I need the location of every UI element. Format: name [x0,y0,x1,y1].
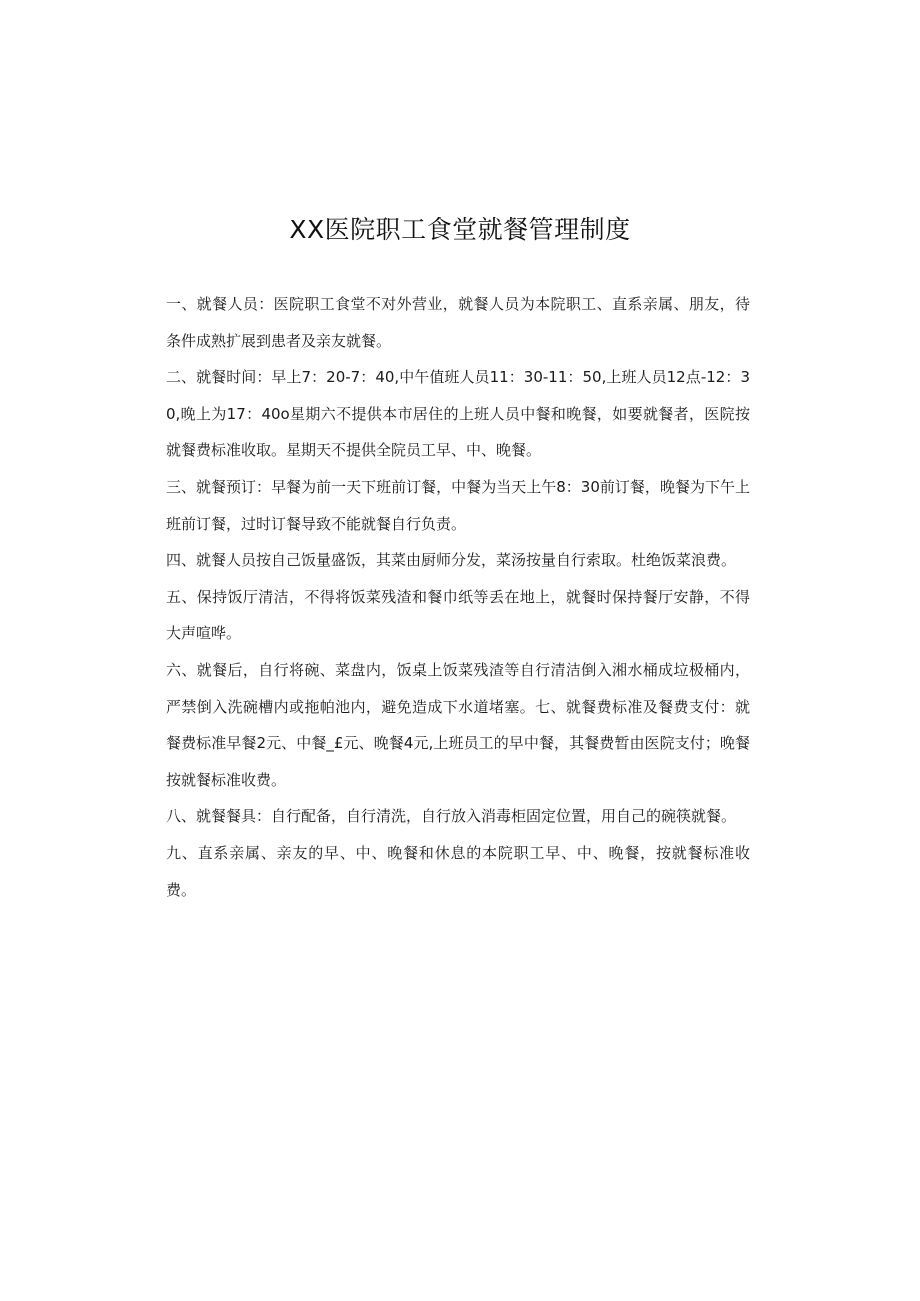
document-title: XX医院职工食堂就餐管理制度 [289,214,631,244]
document-body [166,286,750,908]
section-8-tableware: 八、就餐餐具：自行配备，自行清洗，自行放入消毒柜固定位置，用自己的碗筷就餐。 [166,807,737,826]
section-6-7-cleanup-and-fees: 六、就餐后，自行将碗、菜盘内，饭桌上饭菜残渣等自行清洁倒入湘水桶成垃极桶内，严禁倒入洗碗槽内或拖帕池内，避免造成下水道堵塞。七、就餐费标准及餐费支付：就餐费标准早餐2元、中餐_£元、晚餐4元,上班员工的早中餐，其餐费暂由医院支付；晚餐按就餐标准收费。 [166,660,750,789]
section-9-relatives-charges: 九、直系亲属、亲友的早、中、晚餐和休息的本院职工早、中、晚餐，按就餐标准收费。 [166,843,750,899]
section-4-food-portions: 四、就餐人员按自己饭量盛饭，其菜由厨师分发，菜汤按量自行索取。杜绝饭菜浪费。 [166,551,737,570]
section-2-dining-time: 二、就餐时间：早上7：20-7：40,中午值班人员11：30-11：50,上班人员12点-12：30,晚上为17：40o星期六不提供本市居住的上班人员中餐和晚餐，如要就餐者，医院按就餐费标准收取。星期天不提供全院员工早、中、晚餐。 [166,368,750,460]
section-3-meal-reservation: 三、就餐预订：早餐为前一天下班前订餐，中餐为当天上午8：30前订餐，晚餐为下午上班前订餐，过时订餐导致不能就餐自行负责。 [166,477,750,533]
section-5-hall-cleanliness: 五、保持饭厅清洁，不得将饭菜残渣和餐巾纸等丢在地上，就餐时保持餐厅安静，不得大声喧哗。 [166,587,750,643]
section-1-dining-personnel: 一、就餐人员：医院职工食堂不对外营业，就餐人员为本院职工、直系亲属、朋友，待条件成熟扩展到患者及亲友就餐。 [166,295,750,350]
